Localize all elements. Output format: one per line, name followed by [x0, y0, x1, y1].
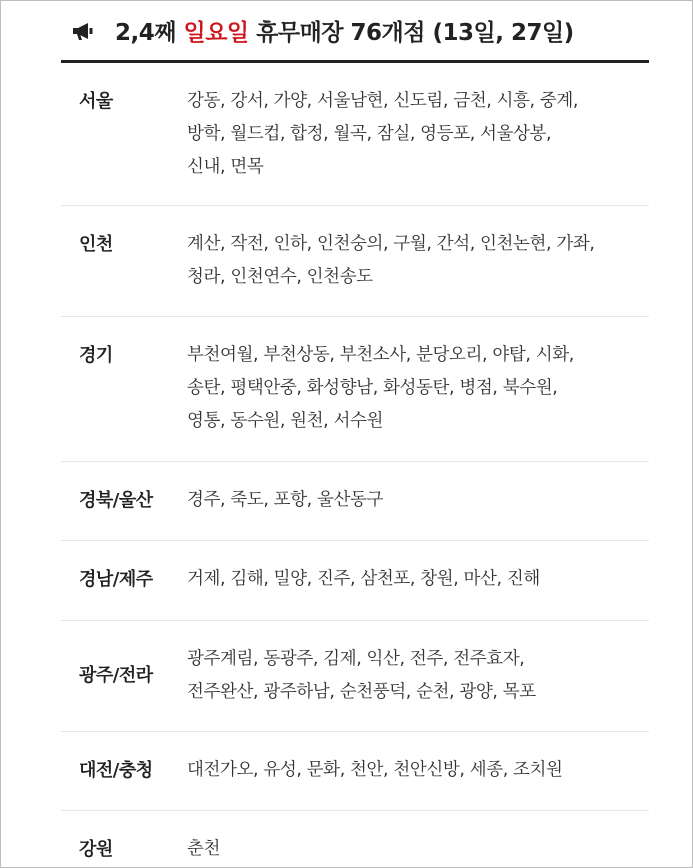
region-label: 경기 [79, 345, 113, 366]
table-row [61, 462, 649, 541]
region-label: 경남/제주 [79, 569, 153, 590]
region-label: 대전/충청 [79, 760, 153, 781]
title-prefix: 2,4째 [115, 20, 184, 46]
store-line: 송탄, 평택안중, 화성향남, 화성동탄, 병점, 북수원, [187, 378, 558, 398]
store-list [187, 643, 649, 731]
store-line: 부천여월, 부천상동, 부천소사, 분당오리, 야탑, 시화, [187, 345, 574, 365]
store-line: 전주완산, 광주하남, 순천풍덕, 순천, 광양, 목포 [187, 682, 536, 702]
store-list [187, 484, 649, 540]
store-list [187, 833, 649, 868]
region-label: 광주/전라 [79, 665, 153, 686]
store-list [187, 339, 649, 461]
table-row [61, 317, 649, 462]
store-line: 계산, 작전, 인하, 인천숭의, 구월, 간석, 인천논현, 가좌, [187, 234, 595, 254]
store-line: 광주계림, 동광주, 김제, 익산, 전주, 전주효자, [187, 649, 525, 669]
table-row [61, 206, 649, 317]
store-line: 방학, 월드컵, 합정, 월곡, 잠실, 영등포, 서울상봉, [187, 124, 552, 144]
store-line: 춘천 [187, 839, 221, 859]
region-label: 인천 [79, 234, 113, 255]
table-row [61, 63, 649, 206]
title-suffix: 휴무매장 76개점 (13일, 27일) [248, 20, 574, 46]
page-title [115, 14, 574, 47]
table-row [61, 732, 649, 811]
store-line: 청라, 인천연수, 인천송도 [187, 267, 373, 287]
store-line: 영통, 동수원, 원천, 서수원 [187, 411, 384, 431]
store-line: 신내, 면목 [187, 157, 264, 177]
store-closure-table [61, 63, 649, 868]
notice-header [61, 1, 649, 63]
store-list [187, 563, 649, 620]
megaphone-icon [71, 20, 101, 42]
table-row [61, 811, 649, 868]
store-list [187, 754, 649, 810]
store-line: 강동, 강서, 가양, 서울남현, 신도림, 금천, 시흥, 중계, [187, 91, 579, 111]
table-row [61, 541, 649, 621]
title-accent: 일요일 [183, 20, 249, 46]
store-line: 경주, 죽도, 포항, 울산동구 [187, 490, 384, 510]
store-line: 대전가오, 유성, 문화, 천안, 천안신방, 세종, 조치원 [187, 760, 563, 780]
table-row [61, 621, 649, 732]
store-line: 거제, 김해, 밀양, 진주, 삼천포, 창원, 마산, 진해 [187, 569, 540, 589]
store-list [187, 85, 649, 205]
region-label: 서울 [79, 91, 113, 112]
region-label: 강원 [79, 839, 113, 860]
store-list [187, 228, 649, 316]
region-label: 경북/울산 [79, 490, 153, 511]
